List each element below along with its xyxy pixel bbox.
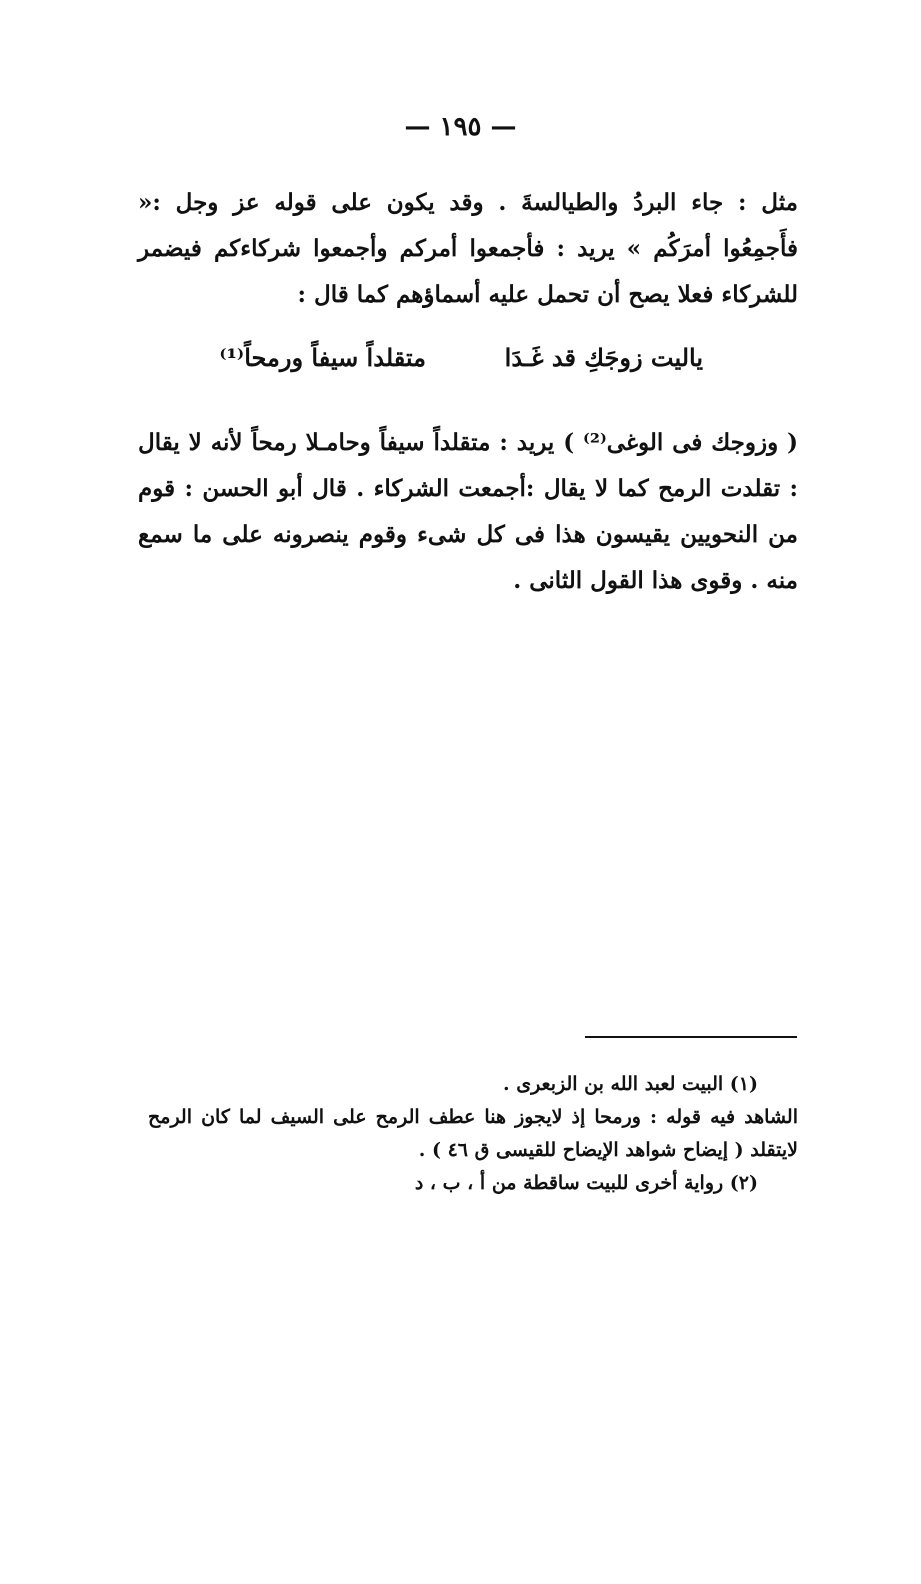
body-paragraph-1 <box>138 180 798 318</box>
page-number: — ١٩٥ — <box>404 112 517 142</box>
paragraph-text: ( وزوجك فى الوغى⁽²⁾ ) يريد : متقلداً سيفاً وحامـلا رمحاً لأنه لا يقال : تقلدت الرمح كما لا يقال :أجمعت الشركاء . قال أبو الحسن : قوم من النحويين يقيسون هذا فى كل شىء وقوم ينصرونه على ما سمع منه . وقوى هذا القول الثانى . <box>138 429 798 594</box>
footnote-divider <box>585 1036 797 1038</box>
verse-first-hemistich: ياليت زوجَكِ قد غَـدَا <box>504 343 703 372</box>
footnote-1-commentary: الشاهد فيه قوله : ورمحا إذ لايجوز هنا عطف الرمح على السيف لما كان الرمح لايتقلد ( إيضاح شواهد الإيضاح للقيسى ق ٤٦ ) . <box>148 1106 798 1161</box>
footnote-2: (٢) رواية أخرى للبيت ساقطة من أ ، ب ، د <box>414 1172 758 1194</box>
poetry-verse <box>138 343 798 389</box>
body-paragraph-2 <box>138 420 798 604</box>
footnotes <box>148 1068 798 1200</box>
verse-second-hemistich: متقلداً سيفاً ورمحاً⁽¹⁾ <box>219 343 426 372</box>
paragraph-text: مثل : جاء البردُ والطيالسةَ . وقد يكون على قوله عز وجل :« فأَجمِعُوا أمرَكُم » يريد : فأجمعوا أمركم وأجمعوا شركاءكم فيضمر للشركاء فعلا يصح أن تحمل عليه أسماؤهم كما قال : <box>138 189 798 308</box>
footnote-1-source: (١) البيت لعبد الله بن الزبعرى . <box>502 1073 758 1095</box>
